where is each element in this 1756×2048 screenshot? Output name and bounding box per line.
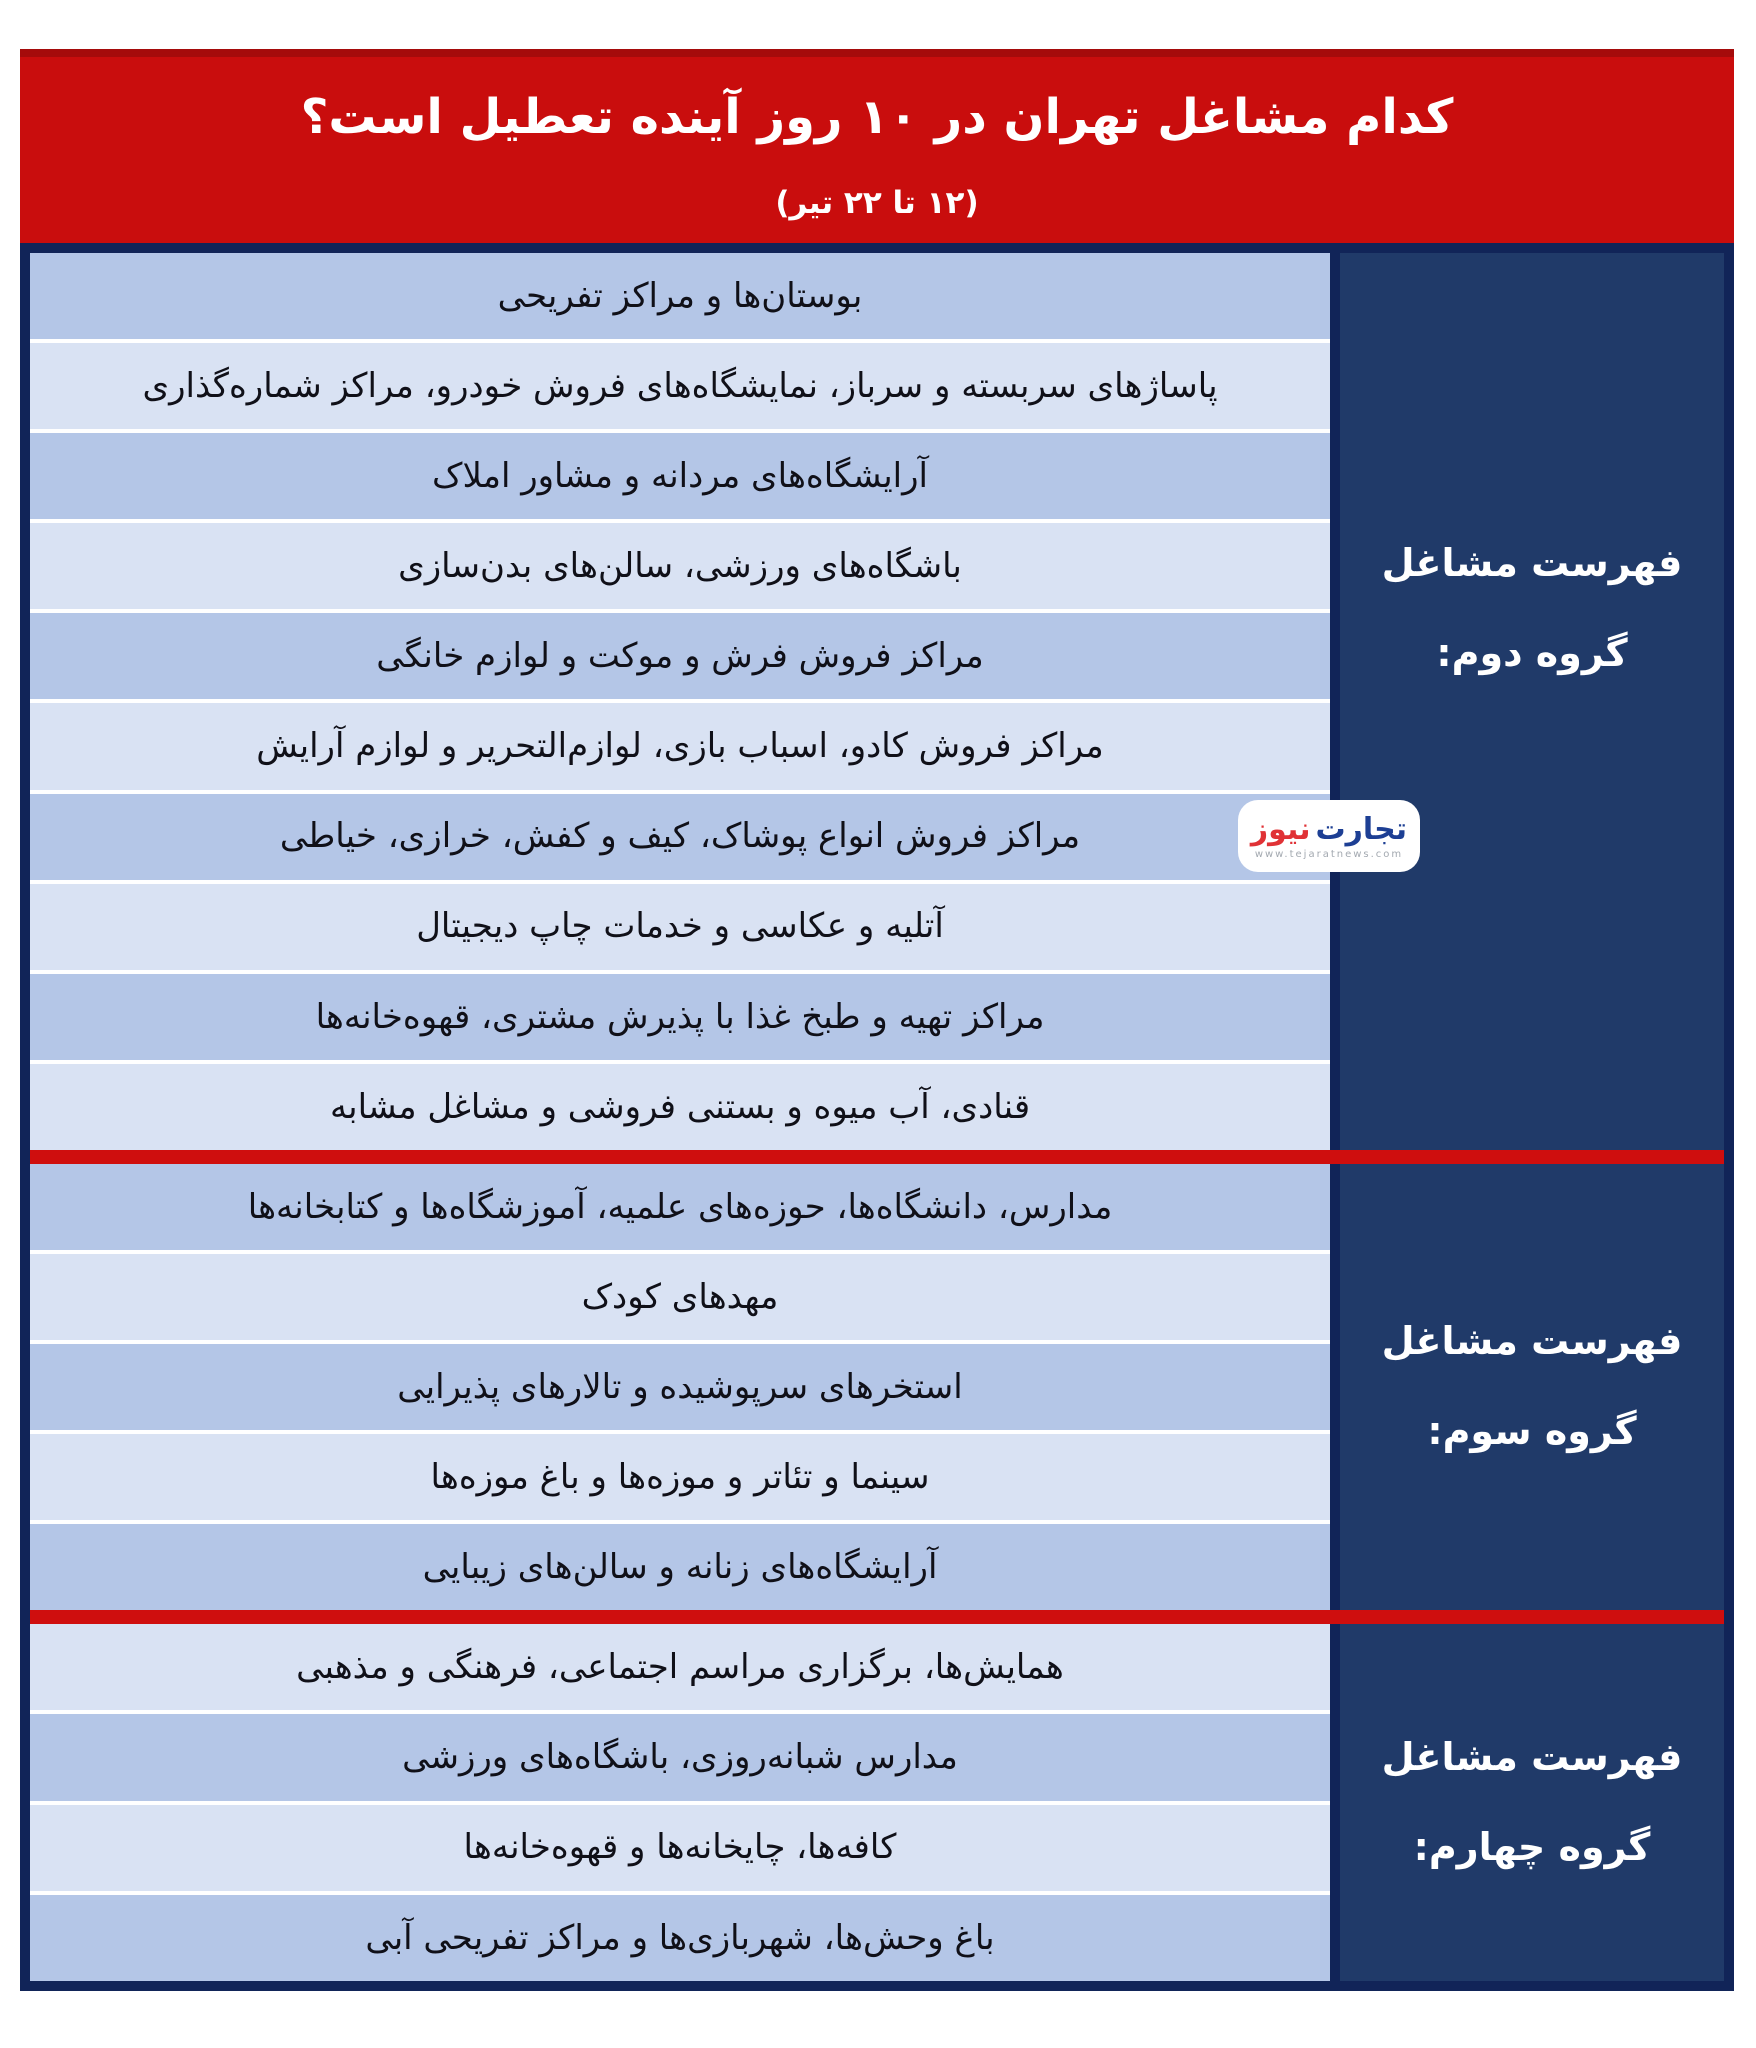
business-row: پاساژهای سربسته و سرباز، نمایشگاه‌های فروش خودرو، مراکز شماره‌گذاری [30, 343, 1330, 429]
group-label-cell [1330, 1164, 1724, 1610]
business-row: کافه‌ها، چایخانه‌ها و قهوه‌خانه‌ها [30, 1805, 1330, 1891]
page-title: کدام مشاغل تهران در ۱۰ روز آینده تعطیل است؟ [300, 89, 1454, 145]
business-row: همایش‌ها، برگزاری مراسم اجتماعی، فرهنگی و مذهبی [30, 1624, 1330, 1710]
business-row: مراکز تهیه و طبخ غذا با پذیرش مشتری، قهوه‌خانه‌ها [30, 974, 1330, 1060]
group-label-cell [1330, 253, 1724, 1150]
rows-area [30, 1164, 1330, 1610]
business-row: بوستان‌ها و مراکز تفریحی [30, 253, 1330, 339]
group-label-title: فهرست مشاغل [1381, 1734, 1683, 1779]
group-label-block [1382, 1321, 1683, 1453]
group-label-title: فهرست مشاغل [1381, 540, 1683, 585]
business-row: آرایشگاه‌های مردانه و مشاور املاک [30, 433, 1330, 519]
closures-table [20, 243, 1734, 1991]
business-row: مراکز فروش انواع پوشاک، کیف و کفش، خرازی، خیاطی [30, 794, 1330, 880]
business-row: آرایشگاه‌های زنانه و سالن‌های زیبایی [30, 1524, 1330, 1610]
red-divider [30, 1150, 1724, 1164]
header-banner [20, 49, 1734, 243]
business-row: باشگاه‌های ورزشی، سالن‌های بدن‌سازی [30, 523, 1330, 609]
group-label-name: گروه چهارم: [1413, 1824, 1651, 1869]
group-label-block [1381, 1734, 1683, 1869]
rows-area [30, 1624, 1330, 1981]
business-row: باغ وحش‌ها، شهربازی‌ها و مراکز تفریحی آبی [30, 1895, 1330, 1981]
group-section [30, 1624, 1724, 1981]
business-row: مهدهای کودک [30, 1254, 1330, 1340]
brand-url: www.tejaratnews.com [1254, 849, 1404, 860]
rows-area [30, 253, 1330, 1150]
group-section [30, 1164, 1724, 1610]
brand-logo-text [1251, 814, 1407, 846]
tejaratnews-watermark [1238, 800, 1420, 872]
page-subtitle: (۱۲ تا ۲۲ تیر) [775, 185, 979, 221]
business-row: قنادی، آب میوه و بستنی فروشی و مشاغل مشابه [30, 1064, 1330, 1150]
business-row: آتلیه و عکاسی و خدمات چاپ دیجیتال [30, 884, 1330, 970]
group-label-name: گروه دوم: [1436, 630, 1628, 675]
group-label-block [1381, 540, 1683, 675]
business-row: مراکز فروش کادو، اسباب بازی، لوازم‌التحریر و لوازم آرایش [30, 703, 1330, 789]
business-row: مدارس شبانه‌روزی، باشگاه‌های ورزشی [30, 1714, 1330, 1800]
business-row: مدارس، دانشگاه‌ها، حوزه‌های علمیه، آموزشگاه‌ها و کتابخانه‌ها [30, 1164, 1330, 1250]
business-row: استخرهای سرپوشیده و تالارهای پذیرایی [30, 1344, 1330, 1430]
group-section [30, 253, 1724, 1150]
business-row: مراکز فروش فرش و موکت و لوازم خانگی [30, 613, 1330, 699]
group-label-title: فهرست مشاغل [1381, 1319, 1683, 1364]
business-row: سینما و تئاتر و موزه‌ها و باغ موزه‌ها [30, 1434, 1330, 1520]
group-label-name: گروه سوم: [1427, 1409, 1637, 1453]
group-label-cell [1330, 1624, 1724, 1981]
brand-name-red: نیوز [1250, 812, 1311, 847]
brand-name-blue: تجارت [1315, 812, 1408, 847]
red-divider [30, 1610, 1724, 1624]
